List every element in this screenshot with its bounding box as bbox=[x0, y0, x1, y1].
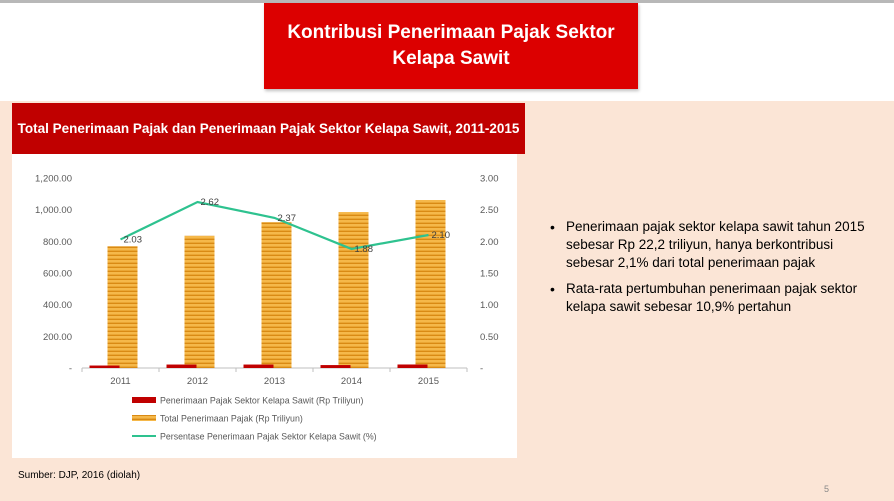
x-tick-label: 2013 bbox=[263, 376, 286, 387]
bullet-list bbox=[548, 218, 868, 324]
total-bar bbox=[262, 222, 292, 368]
legend-label: Persentase Penerimaan Pajak Sektor Kelapa Sawit (%) bbox=[160, 431, 377, 442]
slide-title bbox=[264, 3, 638, 89]
total-bar bbox=[185, 236, 215, 368]
palm-bar bbox=[244, 365, 274, 368]
page-number: 5 bbox=[824, 484, 830, 494]
x-axis bbox=[82, 368, 467, 387]
y-tick-label-left: 1,000.00 bbox=[35, 205, 72, 217]
palm-bar bbox=[321, 365, 351, 368]
total-bars bbox=[108, 200, 446, 368]
legend-swatch bbox=[132, 415, 156, 421]
data-label: 2.10 bbox=[431, 230, 450, 241]
y-tick-label-right: 2.00 bbox=[480, 236, 499, 248]
palm-bar bbox=[398, 364, 428, 368]
legend-label: Penerimaan Pajak Sektor Kelapa Sawit (Rp Triliyun) bbox=[160, 395, 364, 406]
y-tick-label-right: 3.00 bbox=[480, 173, 499, 185]
x-tick-label: 2012 bbox=[186, 376, 209, 387]
y-tick-label-right: - bbox=[480, 363, 484, 375]
total-bar bbox=[108, 246, 138, 368]
y-axis-right bbox=[480, 174, 499, 375]
palm-bar bbox=[90, 366, 120, 368]
bullet-item bbox=[548, 218, 868, 272]
legend-swatch bbox=[132, 397, 156, 403]
data-label: 2.03 bbox=[123, 234, 142, 246]
chart-title bbox=[12, 103, 525, 154]
y-tick-label-right: 1.50 bbox=[480, 268, 499, 280]
bullet-item bbox=[548, 280, 868, 316]
y-axis-left bbox=[35, 174, 72, 375]
data-label: 1.88 bbox=[354, 243, 373, 255]
bullet-dot-icon: • bbox=[550, 281, 555, 297]
y-tick-label-right: 0.50 bbox=[480, 331, 499, 343]
x-tick-label: 2015 bbox=[417, 376, 440, 387]
slide-title-text: Kontribusi Penerimaan Pajak Sektor Kelapa Sawit bbox=[287, 22, 615, 69]
palm-bar bbox=[167, 365, 197, 368]
combo-chart bbox=[12, 160, 517, 455]
legend bbox=[132, 396, 377, 442]
bullet-text: Rata-rata pertumbuhan penerimaan pajak sektor kelapa sawit sebesar 10,9% pertahun bbox=[566, 281, 858, 314]
y-tick-label-right: 2.50 bbox=[480, 205, 499, 217]
total-bar bbox=[339, 212, 369, 368]
chart-title-text: Total Penerimaan Pajak dan Penerimaan Pajak Sektor Kelapa Sawit, 2011-2015 bbox=[17, 120, 520, 136]
x-tick-label: 2011 bbox=[110, 376, 131, 387]
y-tick-label-left: 200.00 bbox=[42, 331, 72, 343]
y-tick-label-left: 1,200.00 bbox=[35, 173, 72, 185]
y-tick-label-left: - bbox=[68, 363, 72, 375]
total-bar bbox=[416, 200, 446, 368]
y-tick-label-right: 1.00 bbox=[480, 300, 499, 312]
y-tick-label-left: 400.00 bbox=[42, 300, 72, 312]
data-label: 2.62 bbox=[200, 197, 219, 209]
y-tick-label-left: 800.00 bbox=[42, 236, 72, 248]
bullet-dot-icon: • bbox=[550, 219, 555, 235]
legend-label: Total Penerimaan Pajak (Rp Triliyun) bbox=[160, 413, 303, 424]
palm-bars bbox=[90, 364, 428, 368]
x-tick-label: 2014 bbox=[340, 376, 363, 387]
bullet-text: Penerimaan pajak sektor kelapa sawit tahun 2015 sebesar Rp 22,2 triliyun, hanya berkontribusi sebesar 2,1% dari total penerimaan pajak bbox=[566, 219, 865, 270]
source-note: Sumber: DJP, 2016 (diolah) bbox=[18, 470, 141, 481]
y-tick-label-left: 600.00 bbox=[42, 268, 72, 280]
data-label: 2.37 bbox=[277, 212, 296, 224]
